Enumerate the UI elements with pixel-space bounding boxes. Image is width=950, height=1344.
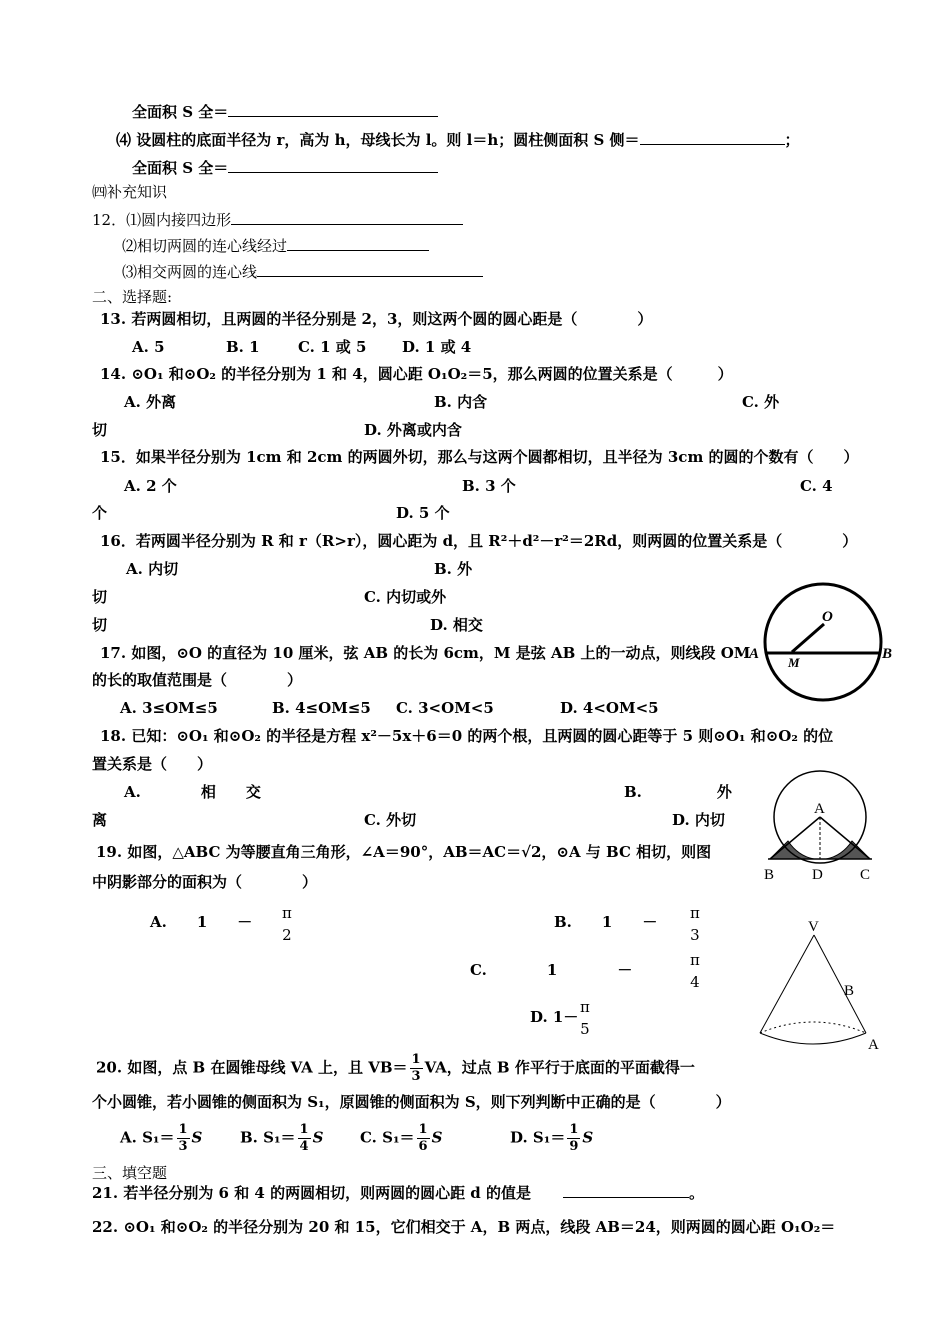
q18-option-b-cont: 离: [92, 811, 108, 829]
q14-option-c-cont: 切: [92, 421, 108, 439]
q17-cont: 的长的取值范围是（ ）: [92, 671, 303, 689]
label-o: O: [822, 609, 833, 625]
label-d: D: [812, 867, 823, 883]
q20: 20. 如图，点 B 在圆锥母线 VA 上，且 VB＝ $\frac{1}{3}$ VA，过点 B 作平行于底面的平面截得一: [96, 1052, 695, 1084]
q12-1: 12．⑴圆内接四边形: [92, 208, 463, 230]
base-back: [760, 1022, 866, 1033]
q19-frac-b: π 3: [690, 904, 700, 944]
q15: 15．如果半径分别为 1cm 和 2cm 的两圆外切，那么与这两个圆都相切，且半径为 3cm 的圆的个数有（ ）: [100, 448, 859, 466]
line-3: 全面积 S 全＝: [132, 156, 438, 178]
label-m: M: [788, 655, 800, 670]
circle-shape: [765, 584, 881, 700]
q14-option-a[interactable]: A. 外离: [124, 393, 177, 411]
q15-option-a[interactable]: A. 2 个: [124, 477, 177, 495]
q20-option-d[interactable]: D. S₁＝ $\frac{1}{9}$ S: [510, 1122, 594, 1154]
q19-option-d[interactable]: D. 1－: [530, 1008, 579, 1026]
label-b: B: [882, 646, 893, 662]
q17-option-d[interactable]: D. 4<OM<5: [560, 699, 659, 717]
generatrix-right: [814, 935, 866, 1033]
answer-blank[interactable]: [287, 234, 429, 251]
label-a: A: [868, 1037, 879, 1053]
fraction-one-third: $\frac{1}{3}$: [411, 1052, 421, 1084]
section-supplement: ㈣补充知识: [92, 183, 168, 201]
q13-option-c[interactable]: C. 1 或 5: [298, 338, 367, 356]
q17-option-b[interactable]: B. 4≤OM≤5: [272, 699, 371, 717]
q18-cont: 置关系是（ ）: [92, 755, 213, 773]
q18-option-c[interactable]: C. 外切: [364, 811, 417, 829]
triangle-circle-figure: [760, 764, 890, 886]
q13-option-b[interactable]: B. 1: [226, 338, 260, 356]
q12-3: ⑶相交两圆的连心线: [122, 260, 483, 282]
q15-option-c-cont: 个: [92, 504, 108, 522]
q16-option-b[interactable]: B. 外: [434, 560, 473, 578]
cone-figure: [752, 915, 892, 1065]
q16-option-c-cont: 切: [92, 616, 108, 634]
label-b: B: [844, 983, 855, 999]
q19-frac-c: π 4: [690, 951, 700, 991]
q17: 17. 如图，⊙O 的直径为 10 厘米，弦 AB 的长为 6cm，M 是弦 AB 上的一动点，则线段 OM: [100, 644, 751, 662]
label-b: B: [764, 867, 775, 883]
q20-option-a[interactable]: A. S₁＝ $\frac{1}{3}$ S: [120, 1122, 203, 1154]
q21: 21. 若半径分别为 6 和 4 的两圆相切，则两圆的圆心距 d 的值是 。: [92, 1181, 704, 1203]
q19-frac-a: π 2: [282, 904, 292, 944]
q16: 16．若两圆半径分别为 R 和 r（R>r），圆心距为 d，且 R²＋d²－r²＝2Rd，则两圆的位置关系是（ ）: [100, 532, 858, 550]
label-a: A: [749, 646, 760, 662]
label-c: C: [860, 867, 871, 883]
segment-om: [792, 624, 824, 652]
q20-cont: 个小圆锥，若小圆锥的侧面积为 S₁，原圆锥的侧面积为 S，则下列判断中正确的是（ ）: [92, 1093, 731, 1111]
shade-left: [770, 841, 814, 859]
q13-option-a[interactable]: A. 5: [132, 338, 165, 356]
answer-blank[interactable]: [231, 208, 463, 225]
q15-option-b[interactable]: B. 3 个: [462, 477, 516, 495]
answer-blank[interactable]: [640, 128, 785, 145]
q14-option-d[interactable]: D. 外离或内含: [364, 421, 462, 439]
q17-option-a[interactable]: A. 3≤OM≤5: [120, 699, 218, 717]
q14-option-c[interactable]: C. 外: [742, 393, 780, 411]
q14: 14. ⊙O₁ 和⊙O₂ 的半径分别为 1 和 4，圆心距 O₁O₂＝5，那么两圆的位置关系是（ ）: [100, 365, 733, 383]
q14-option-b[interactable]: B. 内含: [434, 393, 488, 411]
q19: 19. 如图，△ABC 为等腰直角三角形，∠A＝90°，AB＝AC＝√2，⊙A 与 BC 相切，则图: [96, 843, 712, 861]
q18-option-a[interactable]: A. 相 交: [124, 783, 261, 801]
answer-blank[interactable]: [228, 156, 438, 173]
answer-blank[interactable]: [563, 1181, 689, 1198]
q12-2: ⑵相切两圆的连心线经过: [122, 234, 429, 256]
q19-frac-d: π 5: [580, 998, 590, 1038]
line-1: 全面积 S 全＝: [132, 100, 438, 122]
q19-cont: 中阴影部分的面积为（ ）: [92, 873, 318, 891]
q18-option-d[interactable]: D. 内切: [672, 811, 725, 829]
answer-blank[interactable]: [257, 260, 483, 277]
label-a: A: [814, 801, 825, 817]
q16-option-c[interactable]: C. 内切或外: [364, 588, 447, 606]
q19-option-c[interactable]: C. 1 －: [470, 961, 633, 979]
q13-option-d[interactable]: D. 1 或 4: [402, 338, 472, 356]
q15-option-d[interactable]: D. 5 个: [396, 504, 450, 522]
label-v: V: [808, 919, 819, 935]
q16-option-b-cont: 切: [92, 588, 108, 606]
q22: 22. ⊙O₁ 和⊙O₂ 的半径分别为 20 和 15，它们相交于 A，B 两点，线段 AB＝24，则两圆的圆心距 O₁O₂＝: [92, 1218, 836, 1236]
q18: 18. 已知：⊙O₁ 和⊙O₂ 的半径是方程 x²－5x＋6＝0 的两个根，且两圆的圆心距等于 5 则⊙O₁ 和⊙O₂ 的位: [100, 727, 834, 745]
q17-option-c[interactable]: C. 3<OM<5: [396, 699, 494, 717]
base-front: [760, 1033, 866, 1044]
shade-right: [826, 841, 870, 859]
q15-option-c[interactable]: C. 4: [800, 477, 833, 495]
q16-option-a[interactable]: A. 内切: [126, 560, 179, 578]
q19-option-b[interactable]: B. 1 －: [554, 913, 658, 931]
q18-option-b[interactable]: B. 外: [624, 783, 732, 801]
section-fill: 三、填空题: [92, 1164, 168, 1182]
line-2: ⑷ 设圆柱的底面半径为 r，高为 h，母线长为 l。则 l＝h；圆柱侧面积 S 侧＝ ；: [116, 128, 800, 150]
q16-option-d[interactable]: D. 相交: [430, 616, 483, 634]
answer-blank[interactable]: [228, 100, 438, 117]
q19-option-a[interactable]: A. 1 －: [150, 913, 253, 931]
section-choice: 二、选择题:: [92, 288, 173, 306]
q20-option-c[interactable]: C. S₁＝ $\frac{1}{6}$ S: [360, 1122, 443, 1154]
q13: 13. 若两圆相切，且两圆的半径分别是 2，3，则这两个圆的圆心距是（ ）: [100, 310, 653, 328]
circle-chord-figure: [748, 572, 898, 712]
generatrix-left: [760, 935, 814, 1033]
q20-option-b[interactable]: B. S₁＝ $\frac{1}{4}$ S: [240, 1122, 324, 1154]
